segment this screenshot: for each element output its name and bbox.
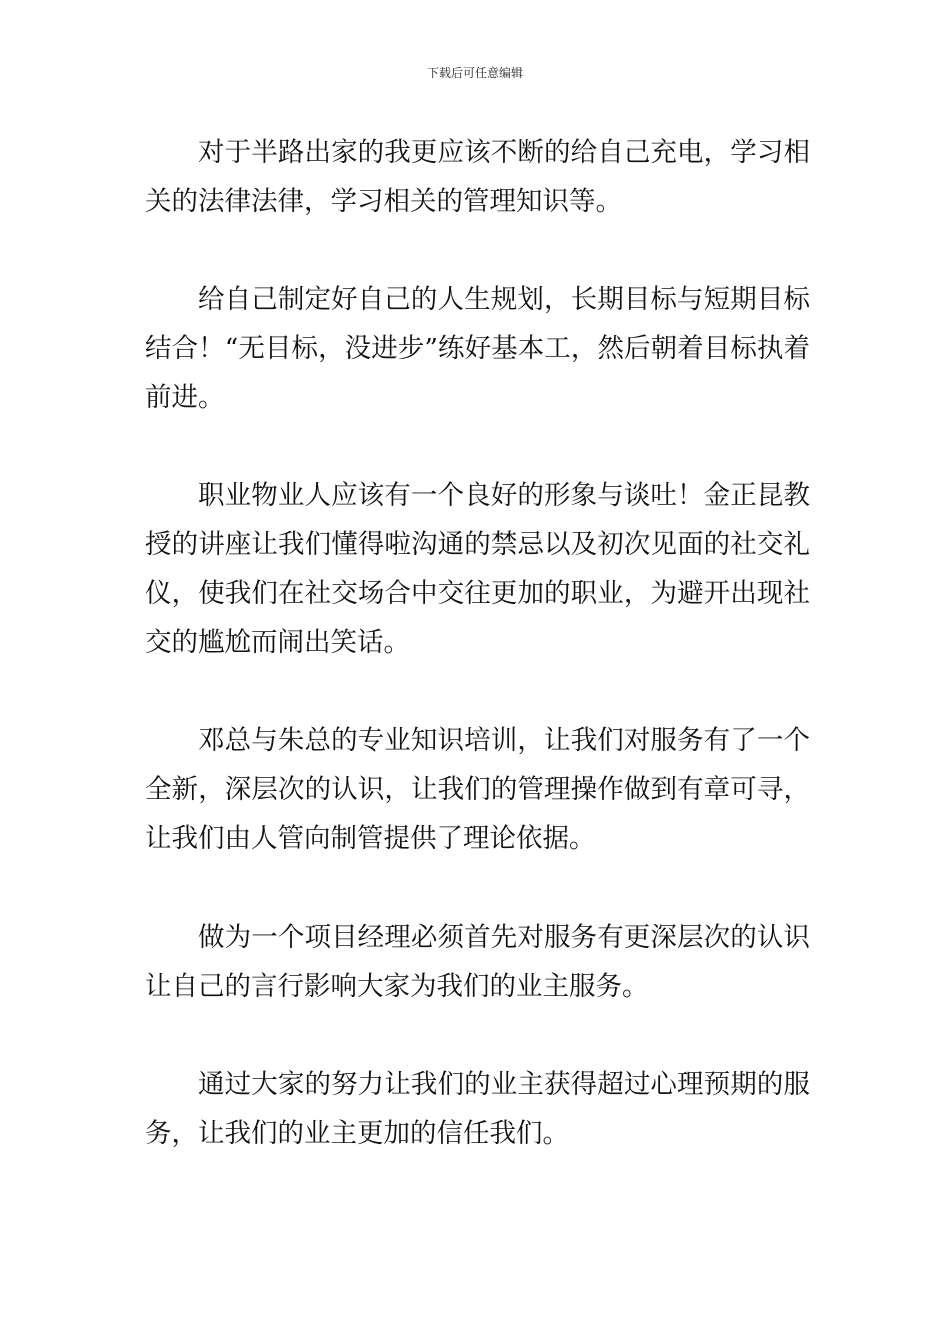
document-body — [145, 128, 810, 1158]
page-header: 下载后可任意编辑 — [426, 66, 523, 80]
paragraph-self-improvement: 对于半路出家的我更应该不断的给自己充电，学习相关的法律法律，学习相关的管理知识等。 — [145, 137, 810, 217]
paragraph-training: 邓总与朱总的专业知识培训，让我们对服务有了一个全新，深层次的认识，让我们的管理操作做到有章可寻，让我们由人管向制管提供了理论依据。 — [145, 725, 810, 854]
paragraph-professional-image: 职业物业人应该有一个良好的形象与谈吐！金正昆教授的讲座让我们懂得啦沟通的禁忌以及初次见面的社交礼仪，使我们在社交场合中交往更加的职业，为避开出现社交的尴尬而闹出笑话。 — [145, 480, 810, 658]
paragraph-owner-service: 通过大家的努力让我们的业主获得超过心理预期的服务，让我们的业主更加的信任我们。 — [145, 1069, 810, 1149]
paragraph-life-planning: 给自己制定好自己的人生规划，长期目标与短期目标结合！“无目标，没进步”练好基本工，然后朝着目标执着前进。 — [145, 284, 810, 413]
paragraph-project-manager: 做为一个项目经理必须首先对服务有更深层次的认识让自己的言行影响大家为我们的业主服务。 — [145, 922, 810, 1002]
